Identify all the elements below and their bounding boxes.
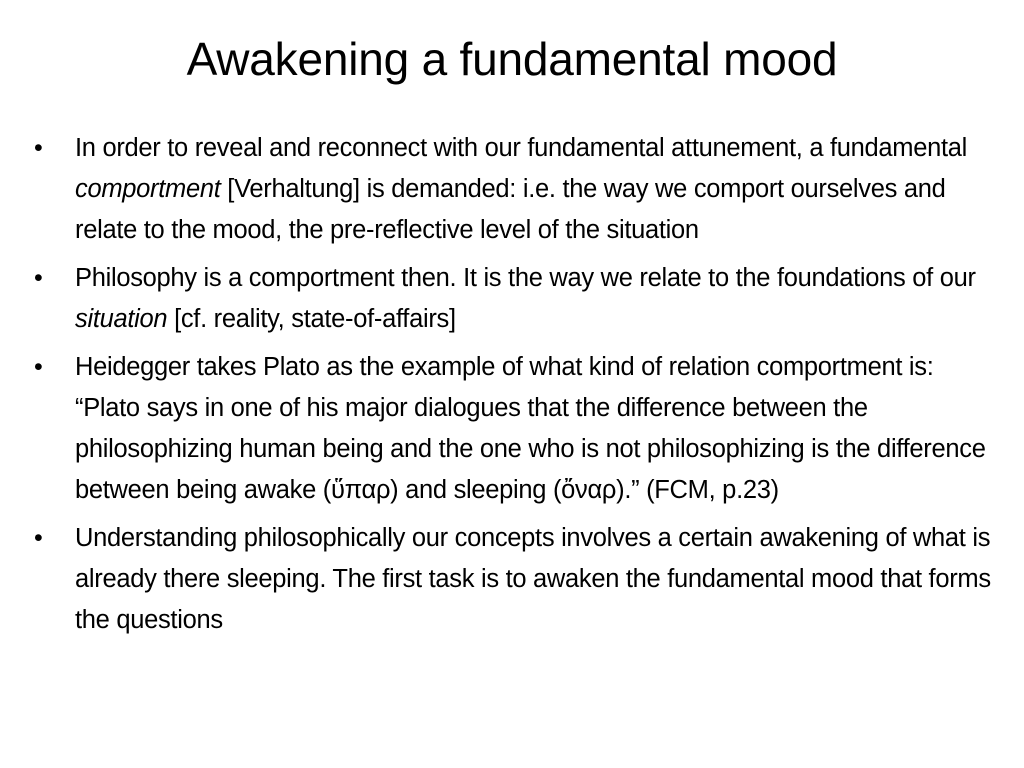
bullet-text-emphasis: situation xyxy=(75,305,168,333)
bullet-marker: • xyxy=(34,524,43,552)
bullet-marker: • xyxy=(34,264,43,292)
bullet-text-emphasis: comportment xyxy=(75,175,221,203)
bullet-text-post: [cf. reality, state-of-affairs] xyxy=(167,305,456,333)
bullet-text xyxy=(75,128,1000,251)
bullet-marker: • xyxy=(34,353,43,381)
bullet-text-pre: In order to reveal and reconnect with our fundamental attunement, a fundamental xyxy=(75,134,968,162)
bullet-text-pre: Heidegger takes Plato as the example of what kind of relation comportment is: “Plato says in one of his major dialogues that the difference between the philosophizing human being and the one who is not philosophizing is the difference between being awake (ὕπαρ) and sleeping (ὄναρ).” (FCM, p.23) xyxy=(75,353,986,504)
bullet-item xyxy=(32,347,1000,511)
bullet-item xyxy=(32,128,1000,251)
bullet-text-post: [Verhaltung] is demanded: i.e. the way we comport ourselves and relate to the mood, the pre-reflective level of the situation xyxy=(75,175,946,244)
bullet-text xyxy=(75,258,1000,340)
bullet-text-pre: Philosophy is a comportment then. It is the way we relate to the foundations of our xyxy=(75,264,976,292)
bullet-list xyxy=(32,128,1000,648)
bullet-marker: • xyxy=(34,134,43,162)
bullet-text xyxy=(75,347,1000,511)
bullet-item xyxy=(32,518,1000,641)
bullet-item xyxy=(32,258,1000,340)
bullet-text-pre: Understanding philosophically our concepts involves a certain awakening of what is already there sleeping. The first task is to awaken the fundamental mood that forms the questions xyxy=(75,524,991,634)
bullet-text xyxy=(75,518,1000,641)
slide-title: Awakening a fundamental mood xyxy=(186,33,838,85)
